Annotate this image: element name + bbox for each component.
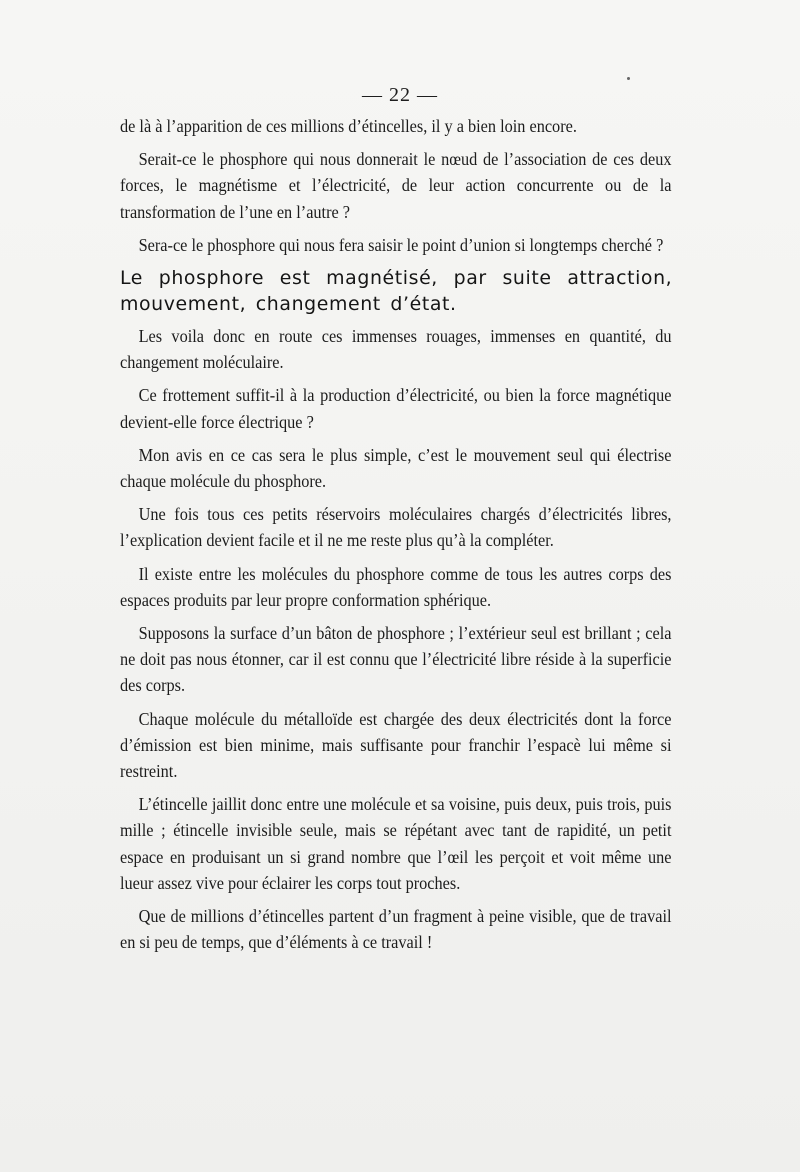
paragraph: Sera-ce le phosphore qui nous fera saisir le point d’union si longtemps cherché ?	[138, 234, 664, 255]
paragraph: Ce frottement suffit-il à la production d’électricité, ou bien la force magnétique devient-elle force électrique ?	[120, 385, 672, 432]
paragraph: Que de millions d’étincelles partent d’un fragment à peine visible, que de travail en si peu de temps, que d’éléments à ce travail !	[120, 906, 672, 953]
ink-speck	[627, 77, 630, 80]
paragraph: Mon avis en ce cas sera le plus simple, c’est le mouvement seul qui électrise chaque molécule du phosphore.	[120, 444, 672, 492]
typewritten-insert: Le phosphore est magnétisé, par suite attraction, mouvement, changement d’état.	[120, 267, 673, 316]
paragraph: L’étincelle jaillit donc entre une molécule et sa voisine, puis deux, puis trois, puis mille ; étincelle invisible seule, mais se répétant avec tant de rapidité, un petit espace en produisant un si grand nombre que l’œil les perçoit et voit même une lueur assez vive pour éclairer les corps tout proches.	[120, 794, 672, 893]
paragraph: Supposons la surface d’un bâton de phosphore ; l’extérieur seul est brillant ; cela ne doit pas nous étonner, car il est connu que l’électricité libre réside à la superficie des corps.	[120, 623, 672, 696]
paragraph: Les voila donc en route ces immenses rouages, immenses en quantité, du changement moléculaire.	[120, 326, 672, 373]
paragraph: Il existe entre les molécules du phosphore comme de tous les autres corps des espaces produits par leur propre conformation sphérique.	[120, 563, 672, 610]
paragraph: Une fois tous ces petits réservoirs moléculaires chargés d’électricités libres, l’explication devient facile et il ne me reste plus qu’à la compléter.	[120, 504, 672, 551]
paragraph: de là à l’apparition de ces millions d’étincelles, il y a bien loin encore.	[120, 116, 577, 136]
page-number: — 22 —	[362, 84, 438, 106]
body-text	[120, 113, 673, 962]
paragraph: Serait-ce le phosphore qui nous donnerait le nœud de l’association de ces deux forces, le magnétisme et l’électricité, de leur action concurrente ou de la transformation de l’une en l’autre ?	[120, 149, 672, 222]
paragraph: Chaque molécule du métalloïde est chargée des deux électricités dont la force d’émission est bien minime, mais suffisante pour franchir l’espacè lui même si restreint.	[120, 708, 672, 782]
